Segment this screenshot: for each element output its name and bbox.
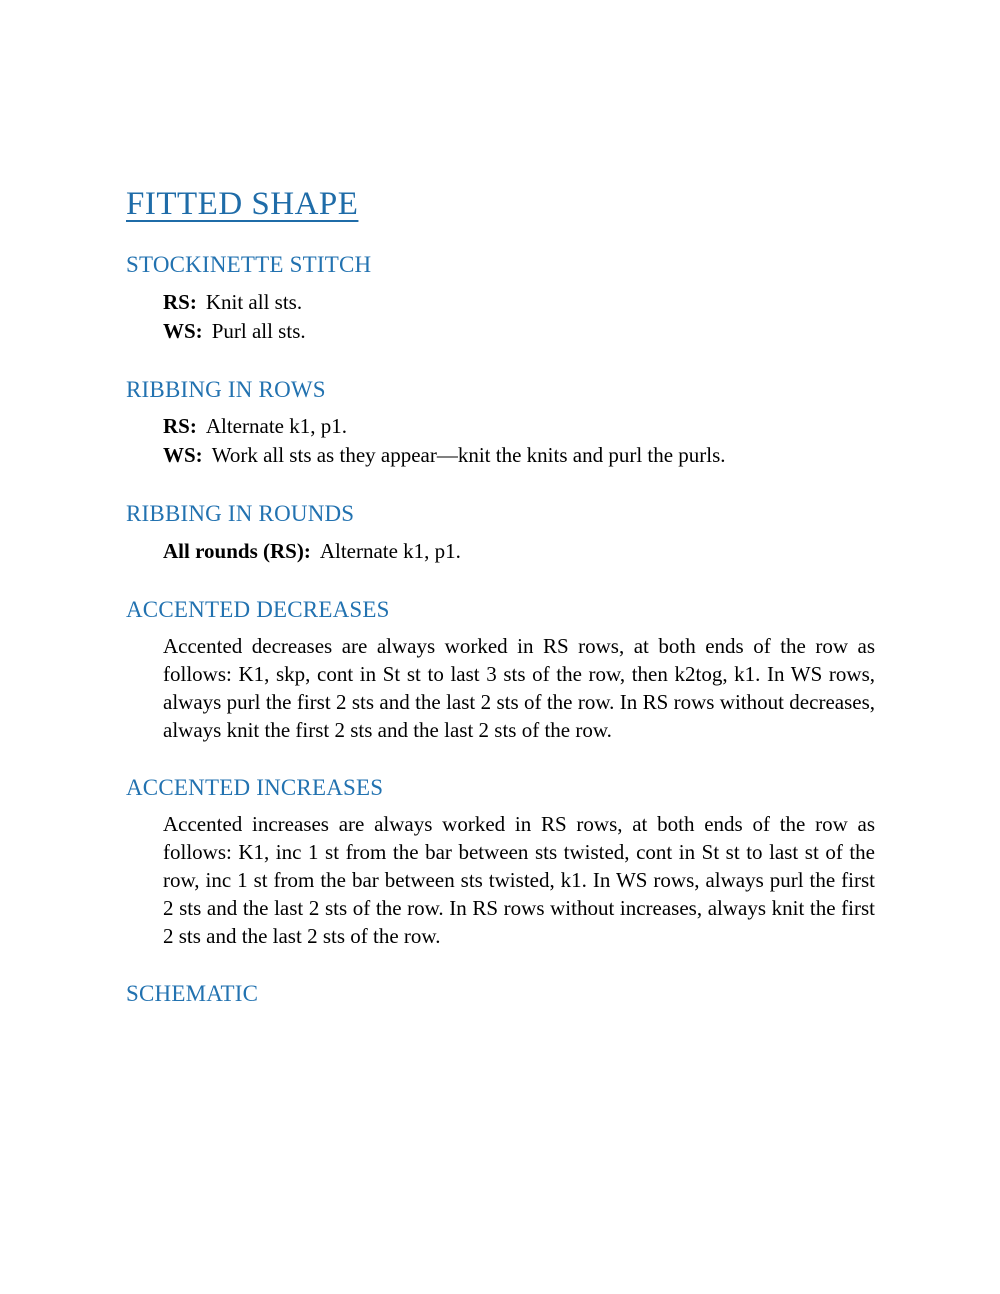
instruction-label: WS: xyxy=(163,318,203,343)
section-heading-ribbing-in-rounds: RIBBING IN ROUNDS xyxy=(126,501,355,527)
section-paragraph: Accented decreases are always worked in RS rows, at both ends of the row as follows: K1, skp, cont in St st to last 3 sts of the row, then k2tog, k1. In WS rows, always purl the first 2 sts and the last 2 sts of the row. In RS rows without decreases, always knit the first 2 sts and the last 2 sts of the row. xyxy=(163,634,875,743)
section-heading-accented-increases: ACCENTED INCREASES xyxy=(126,775,384,801)
section-accented-increases xyxy=(126,775,875,950)
section-paragraph: Accented increases are always worked in RS rows, at both ends of the row as follows: K1, inc 1 st from the bar between sts twisted, cont in St st to last st of the row, inc 1 st from the bar between sts twisted, k1. In WS rows, always purl the first 2 sts and the last 2 sts of the row. In RS rows without increases, always knit the first 2 sts and the last 2 sts of the row. xyxy=(163,812,875,949)
section-heading-stockinette-stitch: STOCKINETTE STITCH xyxy=(126,252,372,278)
instruction-label: RS: xyxy=(163,414,197,439)
instruction-label: All rounds (RS): xyxy=(163,538,311,563)
instruction-label: RS: xyxy=(163,289,197,314)
instruction-text: Purl all sts. xyxy=(211,318,306,343)
section-heading-accented-decreases: ACCENTED DECREASES xyxy=(126,596,390,622)
instruction-text: Work all sts as they appear—knit the knits and purl the purls. xyxy=(211,443,726,468)
section-ribbing-in-rows xyxy=(126,377,875,470)
section-accented-decreases xyxy=(126,597,875,744)
instruction-line xyxy=(163,537,875,566)
page-title: FITTED SHAPE xyxy=(126,186,359,222)
instruction-line xyxy=(163,441,875,470)
instruction-text: Knit all sts. xyxy=(205,289,303,314)
section-schematic xyxy=(126,981,875,1007)
instruction-text: Alternate k1, p1. xyxy=(205,414,347,439)
section-ribbing-in-rounds xyxy=(126,501,875,565)
instruction-text: Alternate k1, p1. xyxy=(319,538,461,563)
section-stockinette-stitch xyxy=(126,252,875,345)
section-heading-schematic: SCHEMATIC xyxy=(126,981,259,1007)
instruction-line xyxy=(163,317,875,346)
section-heading-ribbing-in-rows: RIBBING IN ROWS xyxy=(126,376,326,402)
instruction-label: WS: xyxy=(163,443,203,468)
instruction-line xyxy=(163,288,875,317)
instruction-line xyxy=(163,412,875,441)
